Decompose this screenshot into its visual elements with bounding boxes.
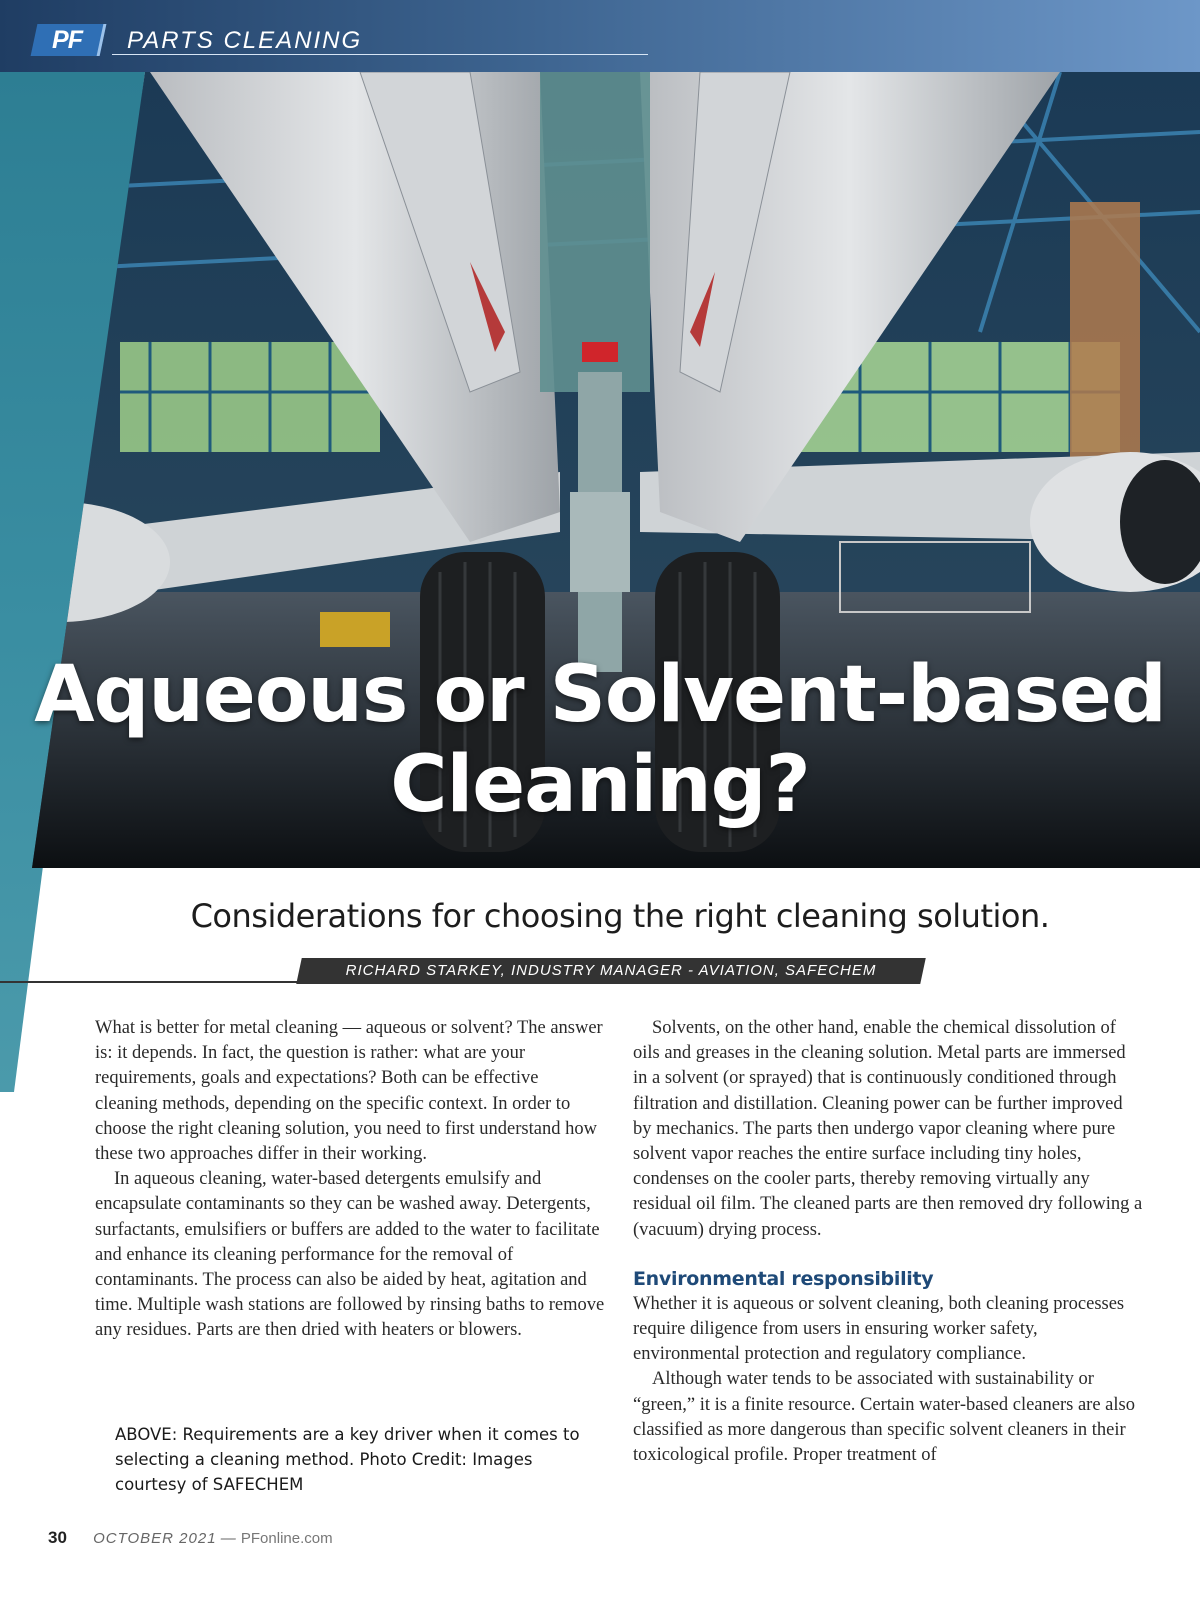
issue-date: OCTOBER 2021: [93, 1530, 217, 1547]
site-link[interactable]: PFonline.com: [240, 1530, 333, 1547]
body-paragraph: Although water tends to be associated with sustainability or “green,” it is a finite resource. Certain water-based cleaners are also classified as more dangerous than specific solvent cleaners in their toxicological profile. Proper treatment of: [633, 1369, 1135, 1466]
pf-logo: [31, 24, 107, 56]
article-headline: [0, 650, 1200, 830]
body-paragraph: Solvents, on the other hand, enable the chemical dissolution of oils and greases in the cleaning solution. Metal parts are immersed in a solvent (or sprayed) that is continuously conditioned through filtration and distillation. Cleaning power can be further improved by mechanics. The parts then undergo vapor cleaning where pure solvent vapor reaches the entire surface including tiny holes, condenses on the cooler parts, thereby removing virtually any residual oil film. The cleaned parts are then removed dry following a (vacuum) drying process.: [633, 1018, 1143, 1240]
headline-line-2: Cleaning?: [390, 740, 810, 830]
page-footer: [48, 1528, 333, 1549]
section-rule: [112, 54, 648, 55]
body-paragraph: In aqueous cleaning, water-based detergents emulsify and encapsulate contaminants so they can be washed away. Detergents, surfactants, emulsifiers or buffers are added to the water to facilitate and enhance its cleaning performance for the removal of contaminants. The process can also be aided by heat, agitation and time. Multiple wash stations are followed by rinsing baths to remove any residues. Parts are then dried with heaters or blowers.: [95, 1169, 605, 1341]
section-title: PARTS CLEANING: [127, 27, 363, 54]
article-column-left: [95, 1016, 605, 1344]
footer-separator: —: [220, 1530, 237, 1547]
body-paragraph: What is better for metal cleaning — aqueous or solvent? The answer is: it depends. In fact, the question is rather: what are your requirements, goals and expectations? Both can be effective cleaning methods, depending on the specific context. In order to choose the right cleaning solution, you need to first understand how these two approaches differ in their working.: [95, 1018, 603, 1165]
headline-line-1: Aqueous or Solvent-based: [34, 650, 1166, 740]
photo-caption: ABOVE: Requirements are a key driver when it comes to selecting a cleaning method. Photo Credit: Images courtesy of SAFECHEM: [115, 1425, 580, 1494]
byline-text: RICHARD STARKEY, INDUSTRY MANAGER - AVIATION, SAFECHEM: [345, 962, 877, 979]
article-column-right: [633, 1016, 1143, 1468]
page-number: 30: [48, 1528, 67, 1547]
byline-banner: [296, 958, 926, 984]
body-paragraph: Whether it is aqueous or solvent cleaning, both cleaning processes require diligence from users in ensuring worker safety, environmental protection and regulatory compliance.: [633, 1293, 1125, 1365]
article-subtitle: Considerations for choosing the right cleaning solution.: [190, 897, 1050, 935]
section-subhead: Environmental responsibility: [633, 1267, 934, 1290]
logo-text: PF: [52, 26, 82, 54]
